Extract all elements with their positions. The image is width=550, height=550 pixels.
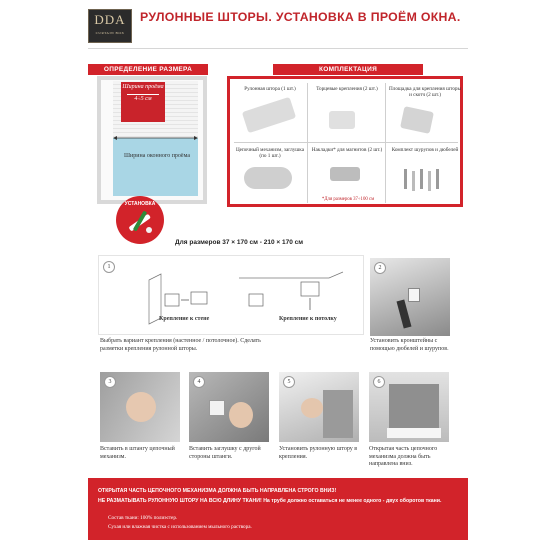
kit-panel — [227, 76, 463, 207]
step-6-text: Открытая часть цепочного механизма должна быть направлена вниз. — [369, 446, 438, 467]
window-width-arrow — [113, 136, 198, 140]
end-cap-icon — [209, 400, 225, 416]
step-number: 3 — [104, 376, 116, 388]
step-5-photo — [279, 372, 359, 442]
page-title: РУЛОННЫЕ ШТОРЫ. УСТАНОВКА В ПРОЁМ ОКНА. — [140, 10, 461, 24]
step-number: 4 — [193, 376, 205, 388]
warning-do-not-unroll: НЕ РАЗМАТЫВАТЬ РУЛОННУЮ ШТОРУ НА ВСЮ ДЛИНУ ТКАНИ! На трубе должно оставаться не менее одного - двух оборотов ткани. — [98, 498, 442, 504]
step-1-text: Выбрать вариант крепления (настенное / потолочное). Сделать разметки крепления рулонной шторы. — [100, 338, 261, 352]
tools-icon — [122, 208, 158, 238]
kit-item-label: Торцевые крепления (2 шт.) — [316, 86, 378, 92]
bracket-icon — [329, 111, 355, 129]
logo-text: DDA — [94, 12, 126, 27]
roller-blind-icon — [242, 97, 296, 133]
kit-item-label: Цепочный механизм, заглушка (по 1 шт.) — [235, 147, 305, 159]
warning-chain-direction: ОТКРЫТАЯ ЧАСТЬ ЦЕПОЧНОГО МЕХАНИЗМА ДОЛЖНА БЫТЬ НАПРАВЛЕНА СТРОГО ВНИЗ! — [98, 488, 337, 494]
width-delta: 4÷5 см — [127, 94, 159, 104]
step-2-photo — [370, 258, 450, 336]
header-divider — [88, 48, 468, 49]
step-4-photo — [189, 372, 269, 442]
blind-roll-icon — [323, 390, 353, 438]
window-width-label: Ширина оконного проёма — [124, 153, 190, 159]
step-6-photo — [369, 372, 449, 442]
kit-divider — [307, 83, 308, 203]
width-label — [121, 82, 165, 122]
ceiling-mount-label: Крепление к потолку — [279, 316, 337, 322]
kit-divider — [234, 142, 458, 143]
step-2-text: Установить кронштейны с помощью дюбелей и шурупов. — [370, 338, 449, 352]
size-range: Для размеров 37 × 170 см - 210 × 170 см — [175, 239, 304, 246]
step-5-text: Установить рулонную штору в крепления. — [279, 446, 358, 460]
window-glass — [113, 138, 198, 196]
mounting-pad-icon — [400, 106, 434, 134]
fabric-composition: Состав ткани: 100% полиэстер. — [108, 515, 178, 521]
step-3-text: Вставить в штангу цепочный механизм. — [100, 446, 175, 460]
step-number: 2 — [374, 262, 386, 274]
step-number: 1 — [103, 261, 115, 273]
step-4-text: Вставить заглушку с другой стороны штанги. — [189, 446, 261, 460]
install-badge — [116, 196, 164, 244]
hand-icon — [126, 392, 156, 422]
kit-header: КОМПЛЕКТАЦИЯ — [273, 64, 423, 75]
magnet-pads-icon — [330, 167, 360, 181]
brand-logo — [88, 9, 132, 43]
wall-mount-label: Крепление к стене — [159, 316, 210, 322]
width-label-text: Ширина проёма — [122, 84, 164, 90]
window-sill-icon — [387, 428, 441, 438]
step-number: 5 — [283, 376, 295, 388]
step-3-photo — [100, 372, 180, 442]
step-1-panel — [98, 255, 364, 335]
kit-divider — [385, 83, 386, 203]
bracket-icon — [408, 288, 420, 302]
step-number: 6 — [373, 376, 385, 388]
hand-icon — [229, 402, 253, 428]
logo-subtext: CURTAIN BOX — [95, 31, 125, 35]
installed-blind-icon — [389, 384, 439, 430]
kit-item-label: Рулонная штора (1 шт.) — [244, 86, 296, 92]
kit-item-label: Накладки* для магнитов (2 шт.) — [311, 147, 383, 153]
warnings-panel — [88, 478, 468, 540]
hand-icon — [301, 398, 323, 418]
drill-icon — [397, 299, 412, 328]
kit-item-label: Комплект шурупов и дюбелей — [391, 147, 459, 153]
care-instructions: Сухая или влажная чистка с использованием мыльного раствора. — [108, 524, 252, 530]
chain-mechanism-icon — [244, 167, 292, 189]
screws-icon — [400, 167, 450, 193]
sizing-header: ОПРЕДЕЛЕНИЕ РАЗМЕРА — [88, 64, 208, 75]
install-badge-text: УСТАНОВКА — [124, 201, 156, 207]
kit-item-label: Площадка для крепления шторы и скотч (2 шт.) — [388, 86, 461, 98]
kit-footnote: *Для размеров 37÷100 см — [321, 197, 375, 202]
